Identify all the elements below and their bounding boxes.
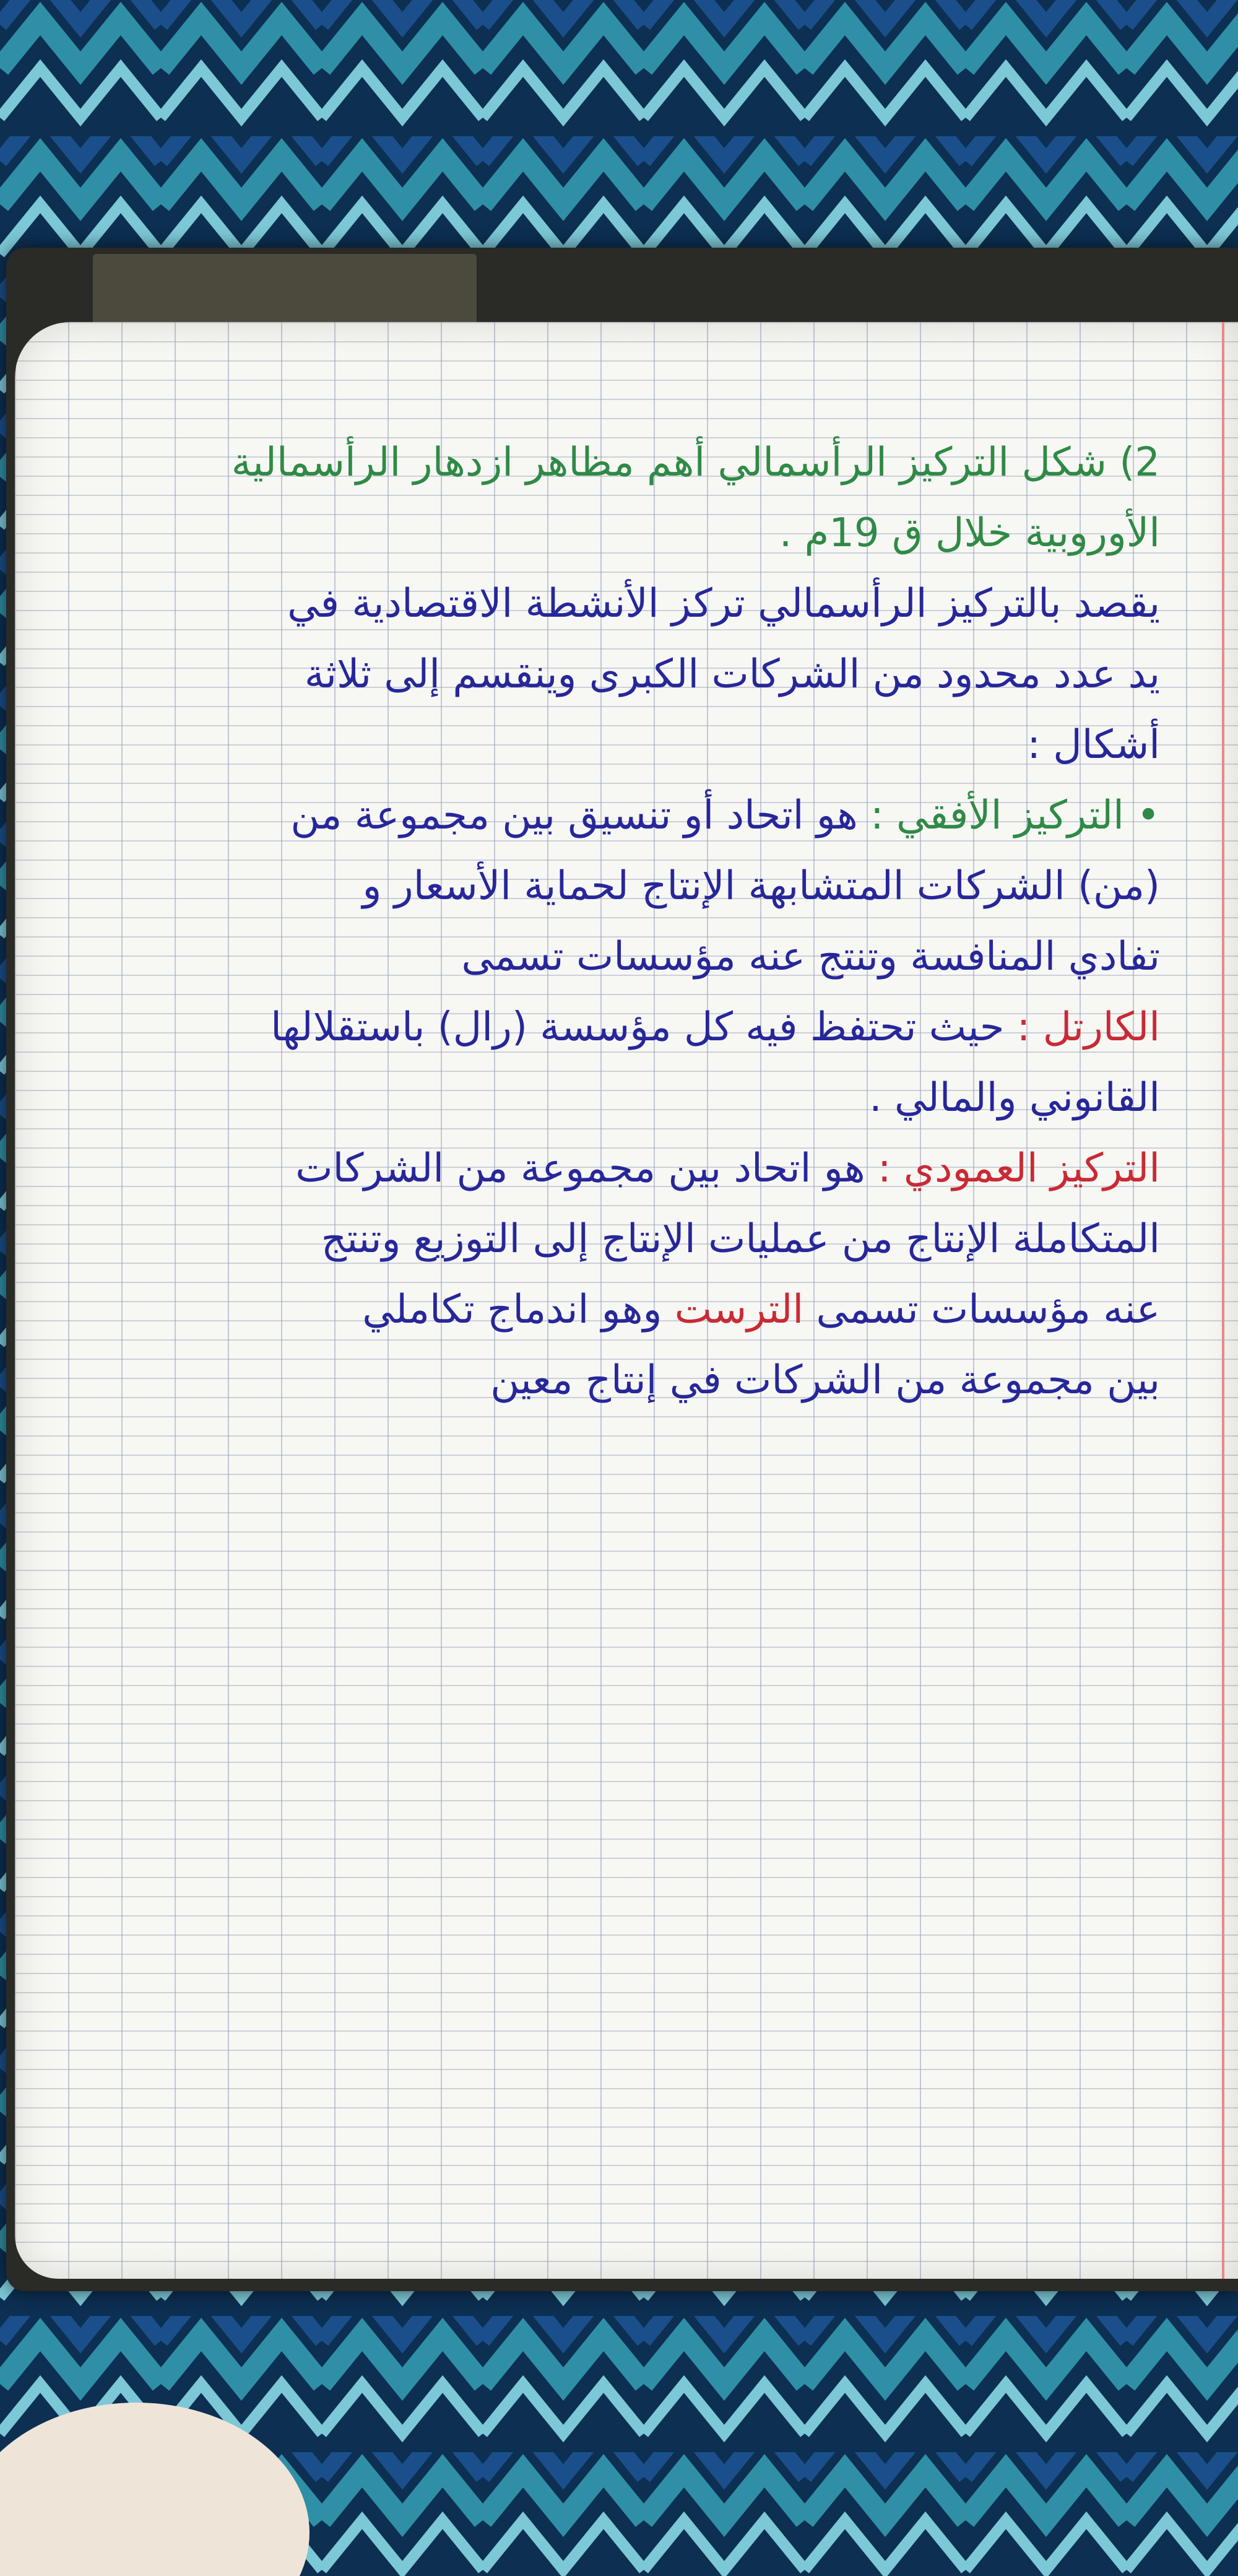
cartel-line-2: القانوني والمالي . — [869, 1075, 1160, 1121]
vertical-concentration-text: هو اتحاد بين مجموعة من الشركات — [295, 1146, 865, 1191]
trust-prefix: عنه مؤسسات تسمى — [816, 1287, 1160, 1333]
trust-line — [108, 1274, 1160, 1345]
horizontal-concentration-term: • التركيز الأفقي : — [870, 793, 1160, 838]
notebook-page — [15, 322, 1238, 2279]
definition-line-3: أشكال : — [1027, 722, 1160, 768]
heading-line-1: 2) شكل التركيز الرأسمالي أهم مظاهر ازدهار الرأسمالية — [231, 440, 1160, 485]
cartel-line — [108, 992, 1160, 1063]
margin-line — [1222, 322, 1224, 2279]
horizontal-line-2: (من) الشركات المتشابهة الإنتاج لحماية الأسعار و — [362, 863, 1160, 909]
cartel-text: حيث تحتفظ فيه كل مؤسسة (رال) باستقلالها — [271, 1004, 1005, 1050]
horizontal-line-3: تفادي المنافسة وتنتج عنه مؤسسات تسمى — [461, 934, 1160, 980]
vertical-line-4: بين مجموعة من الشركات في إنتاج معين — [490, 1357, 1160, 1403]
trust-term: الترست — [674, 1287, 804, 1333]
vertical-concentration-line — [108, 1133, 1160, 1204]
vertical-line-2: المتكاملة الإنتاج من عمليات الإنتاج إلى التوزيع وتنتج — [321, 1216, 1160, 1262]
definition-line-2: يد عدد محدود من الشركات الكبرى وينقسم إلى ثلاثة — [304, 651, 1160, 697]
vertical-concentration-term: التركيز العمودي : — [877, 1146, 1160, 1191]
cartel-term: الكارتل : — [1016, 1004, 1160, 1050]
handwritten-notes — [108, 427, 1160, 1416]
trust-suffix: وهو اندماج تكاملي — [362, 1287, 662, 1333]
heading-line-2: الأوروبية خلال ق 19م . — [779, 510, 1160, 556]
horizontal-concentration-line — [108, 780, 1160, 851]
horizontal-concentration-text: هو اتحاد أو تنسيق بين مجموعة من — [290, 793, 858, 838]
definition-line-1: يقصد بالتركيز الرأسمالي تركز الأنشطة الاقتصادية في — [287, 581, 1160, 627]
